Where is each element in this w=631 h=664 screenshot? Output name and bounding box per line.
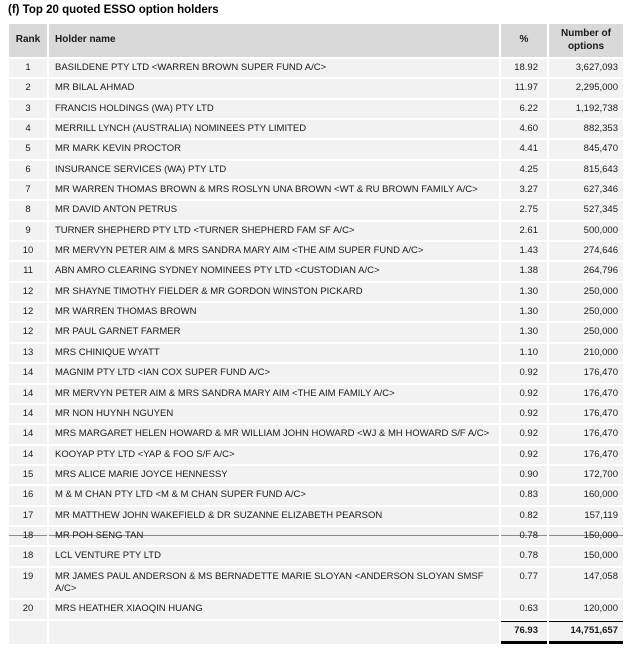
options-count-cell: 210,000 — [549, 344, 623, 362]
rank-cell: 13 — [9, 344, 47, 362]
holder-name-cell: LCL VENTURE PTY LTD — [49, 547, 499, 565]
options-count-cell: 2,295,000 — [549, 79, 623, 97]
options-count-cell: 3,627,093 — [549, 59, 623, 77]
holder-name-cell: MERRILL LYNCH (AUSTRALIA) NOMINEES PTY LIMITED — [49, 120, 499, 138]
table-row — [9, 466, 623, 484]
rank-cell: 8 — [9, 201, 47, 219]
table-row — [9, 242, 623, 260]
options-count-cell: 845,470 — [549, 140, 623, 158]
rank-cell: 19 — [9, 568, 47, 599]
options-count-cell: 147,058 — [549, 568, 623, 599]
rank-cell: 17 — [9, 507, 47, 525]
table-row — [9, 100, 623, 118]
table-row — [9, 527, 623, 545]
table-row — [9, 385, 623, 403]
col-header-holder-name: Holder name — [49, 24, 499, 57]
percent-cell: 0.92 — [501, 405, 547, 423]
total-percent: 76.93 — [501, 621, 547, 644]
table-row — [9, 222, 623, 240]
rank-cell: 11 — [9, 262, 47, 280]
holder-name-cell: MR POH SENG TAN — [49, 527, 499, 545]
options-count-cell: 176,470 — [549, 364, 623, 382]
table-row — [9, 600, 623, 618]
percent-cell: 11.97 — [501, 79, 547, 97]
table-row — [9, 425, 623, 443]
col-header-percent: % — [501, 24, 547, 57]
options-count-cell: 120,000 — [549, 600, 623, 618]
percent-cell: 6.22 — [501, 100, 547, 118]
holder-name-cell: INSURANCE SERVICES (WA) PTY LTD — [49, 161, 499, 179]
percent-cell: 4.60 — [501, 120, 547, 138]
options-count-cell: 1,192,738 — [549, 100, 623, 118]
holder-name-cell: M & M CHAN PTY LTD <M & M CHAN SUPER FUND A/C> — [49, 486, 499, 504]
table-row — [9, 547, 623, 565]
rank-cell: 16 — [9, 486, 47, 504]
table-row — [9, 59, 623, 77]
options-count-cell: 150,000 — [549, 527, 623, 545]
percent-cell: 18.92 — [501, 59, 547, 77]
percent-cell: 2.61 — [501, 222, 547, 240]
rank-cell: 14 — [9, 364, 47, 382]
holder-name-cell: ABN AMRO CLEARING SYDNEY NOMINEES PTY LTD <CUSTODIAN A/C> — [49, 262, 499, 280]
holder-name-cell: MR DAVID ANTON PETRUS — [49, 201, 499, 219]
holder-name-cell: MRS MARGARET HELEN HOWARD & MR WILLIAM JOHN HOWARD <WJ & MH HOWARD S/F A/C> — [49, 425, 499, 443]
options-count-cell: 150,000 — [549, 547, 623, 565]
holder-name-cell: MRS ALICE MARIE JOYCE HENNESSY — [49, 466, 499, 484]
options-count-cell: 882,353 — [549, 120, 623, 138]
holder-name-cell: MR MATTHEW JOHN WAKEFIELD & DR SUZANNE ELIZABETH PEARSON — [49, 507, 499, 525]
holder-name-cell: MR WARREN THOMAS BROWN — [49, 303, 499, 321]
options-count-cell: 627,346 — [549, 181, 623, 199]
percent-cell: 1.30 — [501, 303, 547, 321]
rank-cell: 7 — [9, 181, 47, 199]
table-row — [9, 201, 623, 219]
options-count-cell: 274,646 — [549, 242, 623, 260]
rank-cell: 1 — [9, 59, 47, 77]
options-count-cell: 176,470 — [549, 405, 623, 423]
table-row — [9, 262, 623, 280]
rank-cell: 12 — [9, 323, 47, 341]
table-row — [9, 364, 623, 382]
holder-name-cell: MR JAMES PAUL ANDERSON & MS BERNADETTE MARIE SLOYAN <ANDERSON SLOYAN SMSF A/C> — [49, 568, 499, 599]
rank-cell: 14 — [9, 446, 47, 464]
percent-cell: 0.78 — [501, 527, 547, 545]
options-count-cell: 176,470 — [549, 385, 623, 403]
option-holders-table — [7, 22, 625, 646]
holder-name-cell: MR WARREN THOMAS BROWN & MRS ROSLYN UNA BROWN <WT & RU BROWN FAMILY A/C> — [49, 181, 499, 199]
rank-cell: 14 — [9, 425, 47, 443]
table-row — [9, 486, 623, 504]
total-options: 14,751,657 — [549, 621, 623, 644]
holder-name-cell: MAGNIM PTY LTD <IAN COX SUPER FUND A/C> — [49, 364, 499, 382]
holder-name-cell: MR PAUL GARNET FARMER — [49, 323, 499, 341]
options-count-cell: 172,700 — [549, 466, 623, 484]
percent-cell: 1.38 — [501, 262, 547, 280]
table-row — [9, 161, 623, 179]
rank-cell: 6 — [9, 161, 47, 179]
table-header — [9, 24, 623, 57]
table-row — [9, 140, 623, 158]
holder-name-cell: MR NON HUYNH NGUYEN — [49, 405, 499, 423]
percent-cell: 0.78 — [501, 547, 547, 565]
rank-cell: 10 — [9, 242, 47, 260]
col-header-rank: Rank — [9, 24, 47, 57]
percent-cell: 1.30 — [501, 283, 547, 301]
options-count-cell: 250,000 — [549, 323, 623, 341]
rank-cell: 14 — [9, 385, 47, 403]
holder-name-cell: KOOYAP PTY LTD <YAP & FOO S/F A/C> — [49, 446, 499, 464]
options-count-cell: 250,000 — [549, 283, 623, 301]
holder-name-cell: MRS HEATHER XIAOQIN HUANG — [49, 600, 499, 618]
table-row — [9, 405, 623, 423]
percent-cell: 0.90 — [501, 466, 547, 484]
total-row — [9, 621, 623, 644]
percent-cell: 3.27 — [501, 181, 547, 199]
rank-cell: 3 — [9, 100, 47, 118]
options-count-cell: 176,470 — [549, 425, 623, 443]
holder-name-cell: BASILDENE PTY LTD <WARREN BROWN SUPER FUND A/C> — [49, 59, 499, 77]
percent-cell: 0.92 — [501, 425, 547, 443]
holder-name-cell: FRANCIS HOLDINGS (WA) PTY LTD — [49, 100, 499, 118]
holder-name-cell: TURNER SHEPHERD PTY LTD <TURNER SHEPHERD FAM SF A/C> — [49, 222, 499, 240]
table-row — [9, 323, 623, 341]
table-body — [9, 59, 623, 619]
table-row — [9, 79, 623, 97]
rank-cell: 12 — [9, 303, 47, 321]
rank-cell: 5 — [9, 140, 47, 158]
holder-name-cell: MR MERVYN PETER AIM & MRS SANDRA MARY AIM <THE AIM FAMILY A/C> — [49, 385, 499, 403]
holder-name-cell: MRS CHINIQUE WYATT — [49, 344, 499, 362]
percent-cell: 0.82 — [501, 507, 547, 525]
holder-name-cell: MR SHAYNE TIMOTHY FIELDER & MR GORDON WINSTON PICKARD — [49, 283, 499, 301]
rank-cell: 18 — [9, 527, 47, 545]
percent-cell: 4.25 — [501, 161, 547, 179]
table-row — [9, 283, 623, 301]
options-count-cell: 264,796 — [549, 262, 623, 280]
holder-name-cell: MR MERVYN PETER AIM & MRS SANDRA MARY AIM <THE AIM SUPER FUND A/C> — [49, 242, 499, 260]
rank-cell: 9 — [9, 222, 47, 240]
table-row — [9, 181, 623, 199]
rank-cell: 14 — [9, 405, 47, 423]
total-rank-spacer — [9, 621, 47, 644]
options-count-cell: 527,345 — [549, 201, 623, 219]
rank-cell: 12 — [9, 283, 47, 301]
percent-cell: 0.92 — [501, 385, 547, 403]
options-count-cell: 157,119 — [549, 507, 623, 525]
table-row — [9, 303, 623, 321]
options-count-cell: 160,000 — [549, 486, 623, 504]
table-row — [9, 507, 623, 525]
holder-name-cell: MR MARK KEVIN PROCTOR — [49, 140, 499, 158]
options-count-cell: 176,470 — [549, 446, 623, 464]
percent-cell: 1.43 — [501, 242, 547, 260]
rank-cell: 2 — [9, 79, 47, 97]
rank-cell: 18 — [9, 547, 47, 565]
table-row — [9, 120, 623, 138]
page-title: (f) Top 20 quoted ESSO option holders — [8, 4, 219, 16]
col-header-number-of-options: Number of options — [549, 24, 623, 57]
rank-cell: 20 — [9, 600, 47, 618]
options-count-cell: 815,643 — [549, 161, 623, 179]
rank-cell: 4 — [9, 120, 47, 138]
table-row — [9, 344, 623, 362]
percent-cell: 2.75 — [501, 201, 547, 219]
percent-cell: 0.77 — [501, 568, 547, 599]
percent-cell: 1.30 — [501, 323, 547, 341]
total-name-spacer — [49, 621, 499, 644]
rank-cell: 15 — [9, 466, 47, 484]
percent-cell: 4.41 — [501, 140, 547, 158]
table-footer — [9, 621, 623, 644]
header-row — [9, 24, 623, 57]
percent-cell: 0.63 — [501, 600, 547, 618]
options-count-cell: 500,000 — [549, 222, 623, 240]
percent-cell: 1.10 — [501, 344, 547, 362]
options-count-cell: 250,000 — [549, 303, 623, 321]
table-row — [9, 568, 623, 599]
table-row — [9, 446, 623, 464]
holder-name-cell: MR BILAL AHMAD — [49, 79, 499, 97]
percent-cell: 0.92 — [501, 446, 547, 464]
percent-cell: 0.92 — [501, 364, 547, 382]
percent-cell: 0.83 — [501, 486, 547, 504]
